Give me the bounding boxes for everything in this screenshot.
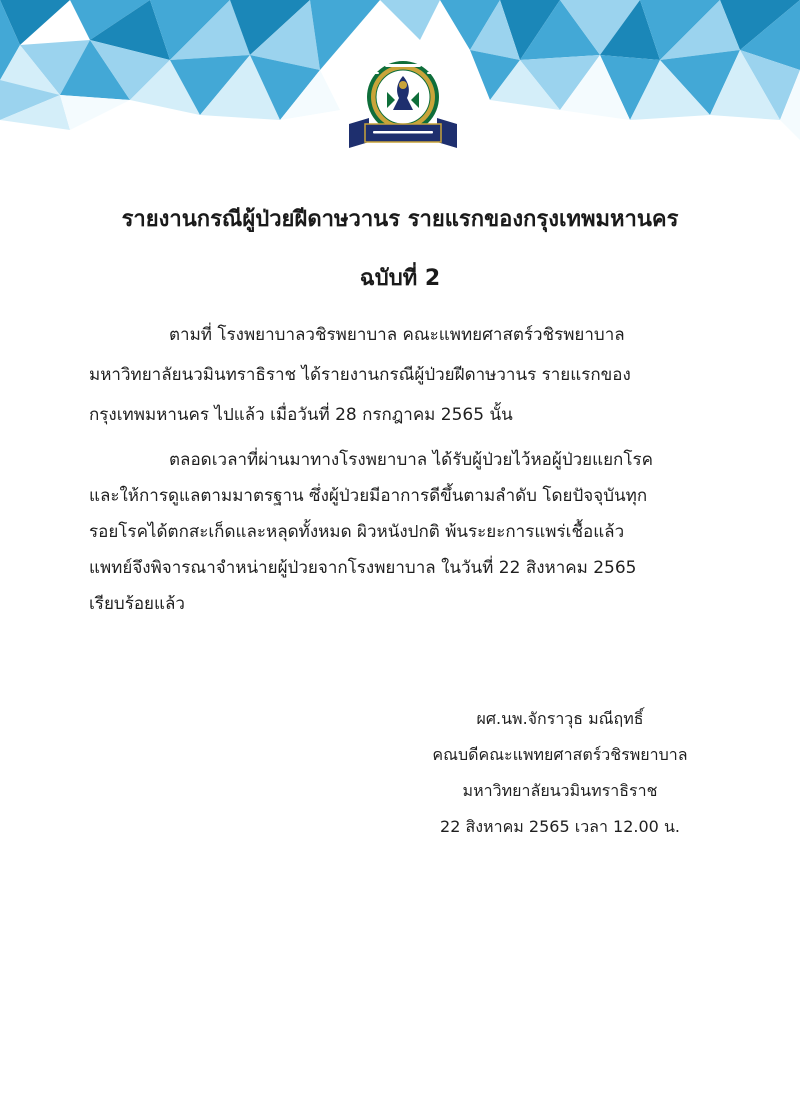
paragraph-line: แพทย์จึงพิจารณาจำหน่ายผู้ป่วยจากโรงพยาบาล ในวันที่ 22 สิงหาคม 2565 [89, 558, 637, 578]
document-issue-number: ฉบับที่ 2 [359, 266, 441, 291]
paragraph-line: ตลอดเวลาที่ผ่านมาทางโรงพยาบาล ได้รับผู้ป่วยไว้หอผู้ป่วยแยกโรค [169, 450, 653, 470]
emblem-crown-dot [399, 81, 407, 89]
signatory-university: มหาวิทยาลัยนวมินทราธิราช [462, 781, 658, 800]
document-date: 22 สิงหาคม 2565 เวลา 12.00 น. [440, 817, 680, 836]
signatory-position: คณบดีคณะแพทยศาสตร์วชิรพยาบาล [432, 745, 688, 764]
emblem-ribbon-lettering [373, 131, 433, 134]
hospital-emblem-logo [343, 52, 463, 152]
paragraph-line: เรียบร้อยแล้ว [89, 594, 185, 614]
signatory-name: ผศ.นพ.จักราวุธ มณีฤทธิ์ [476, 709, 644, 728]
document-title: รายงานกรณีผู้ป่วยฝีดาษวานร รายแรกของกรุงเทพมหานคร [121, 207, 679, 232]
paragraph-line: กรุงเทพมหานคร ไปแล้ว เมื่อวันที่ 28 กรกฎาคม 2565 นั้น [89, 405, 513, 425]
paragraph-line: ตามที่ โรงพยาบาลวชิรพยาบาล คณะแพทยศาสตร์วชิรพยาบาล [169, 325, 625, 345]
paragraph-line: มหาวิทยาลัยนวมินทราธิราช ได้รายงานกรณีผู้ป่วยฝีดาษวานร รายแรกของ [89, 365, 631, 385]
paragraph-line: รอยโรคได้ตกสะเก็ดและหลุดทั้งหมด ผิวหนังปกติ พ้นระยะการแพร่เชื้อแล้ว [89, 522, 625, 542]
paragraph-line: และให้การดูแลตามมาตรฐาน ซึ่งผู้ป่วยมีอาการดีขึ้นตามลำดับ โดยปัจจุบันทุก [89, 486, 648, 506]
